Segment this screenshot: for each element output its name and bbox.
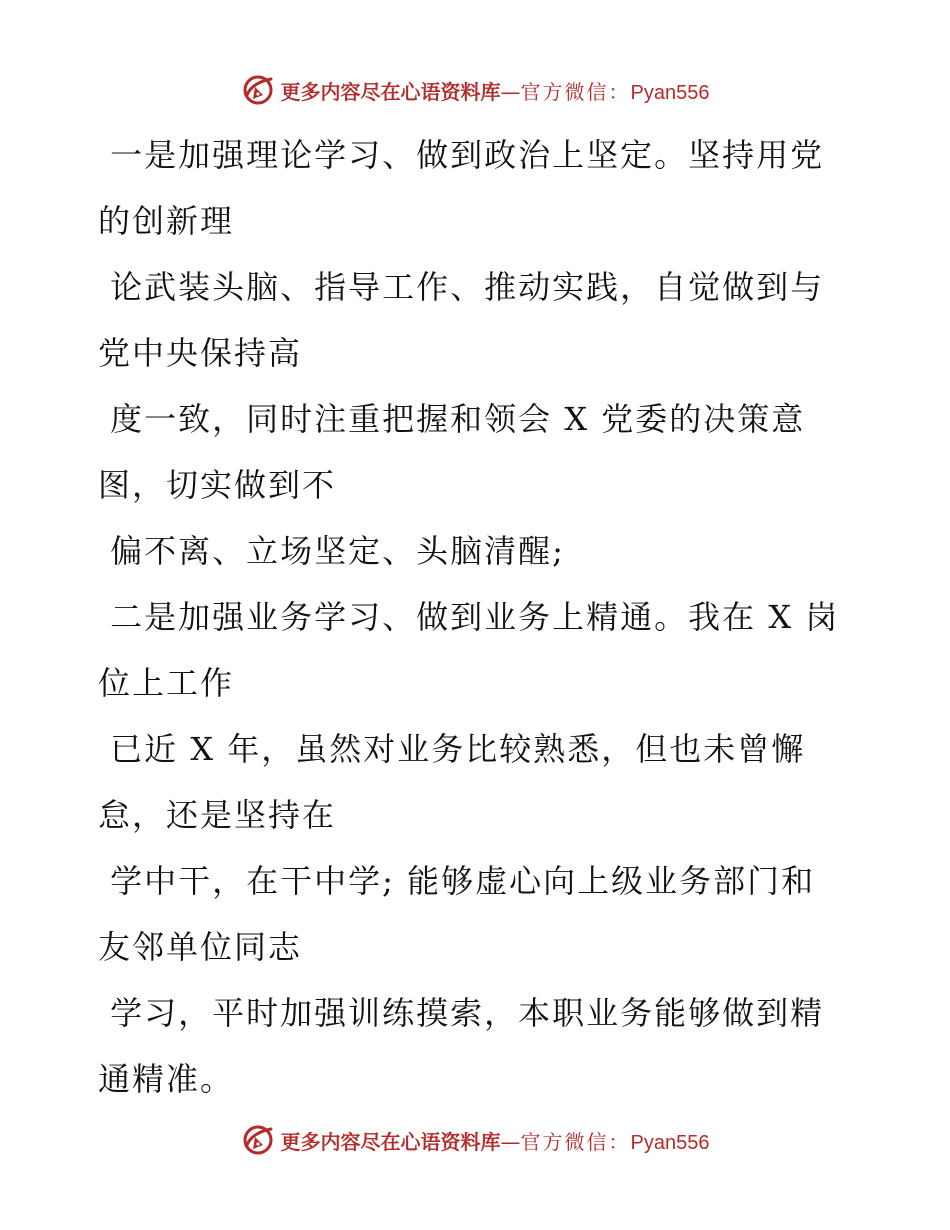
text-line: 已近 X 年，虽然对业务比较熟悉，但也未曾懈 bbox=[98, 730, 806, 768]
text-line: 偏不离、立场坚定、头脑清醒; bbox=[98, 532, 565, 570]
header-watermark bbox=[0, 70, 950, 110]
text-line: 的创新理 bbox=[98, 202, 235, 240]
text-line: 学中干，在干中学; 能够虚心向上级业务部门和 bbox=[98, 862, 816, 900]
watermark-wechat-id: Pyan556 bbox=[630, 1131, 710, 1154]
watermark-wechat-label: 官方微信： bbox=[520, 1129, 631, 1154]
text-line: 二是加强业务学习、做到业务上精通。我在 X 岗 bbox=[98, 598, 840, 636]
pen-nib-logo-icon bbox=[241, 1123, 275, 1157]
watermark-main-text: 更多内容尽在心语资料库 bbox=[280, 1129, 501, 1154]
pen-nib-logo-icon bbox=[241, 73, 275, 107]
watermark-dash: — bbox=[500, 1129, 521, 1154]
text-line: 论武装头脑、指导工作、推动实践，自觉做到与 bbox=[98, 268, 825, 306]
text-line: 图，切实做到不 bbox=[98, 466, 337, 504]
watermark-text bbox=[281, 76, 710, 105]
text-line: 学习，平时加强训练摸索，本职业务能够做到精 bbox=[98, 994, 825, 1032]
watermark-main-text: 更多内容尽在心语资料库 bbox=[280, 79, 501, 104]
text-line: 位上工作 bbox=[98, 664, 235, 702]
watermark-wechat-label: 官方微信： bbox=[520, 79, 631, 104]
footer-watermark bbox=[0, 1120, 950, 1160]
text-line: 通精准。 bbox=[98, 1060, 235, 1098]
watermark-text bbox=[281, 1126, 710, 1155]
watermark-wechat-id: Pyan556 bbox=[630, 81, 710, 104]
text-line: 党中央保持高 bbox=[98, 334, 303, 372]
text-line: 度一致，同时注重把握和领会 X 党委的决策意 bbox=[98, 400, 806, 438]
text-line: 友邻单位同志 bbox=[98, 928, 303, 966]
text-line: 一是加强理论学习、做到政治上坚定。坚持用党 bbox=[98, 136, 825, 174]
body-text bbox=[98, 122, 858, 1112]
watermark-dash: — bbox=[500, 79, 521, 104]
text-line: 怠，还是坚持在 bbox=[98, 796, 337, 834]
